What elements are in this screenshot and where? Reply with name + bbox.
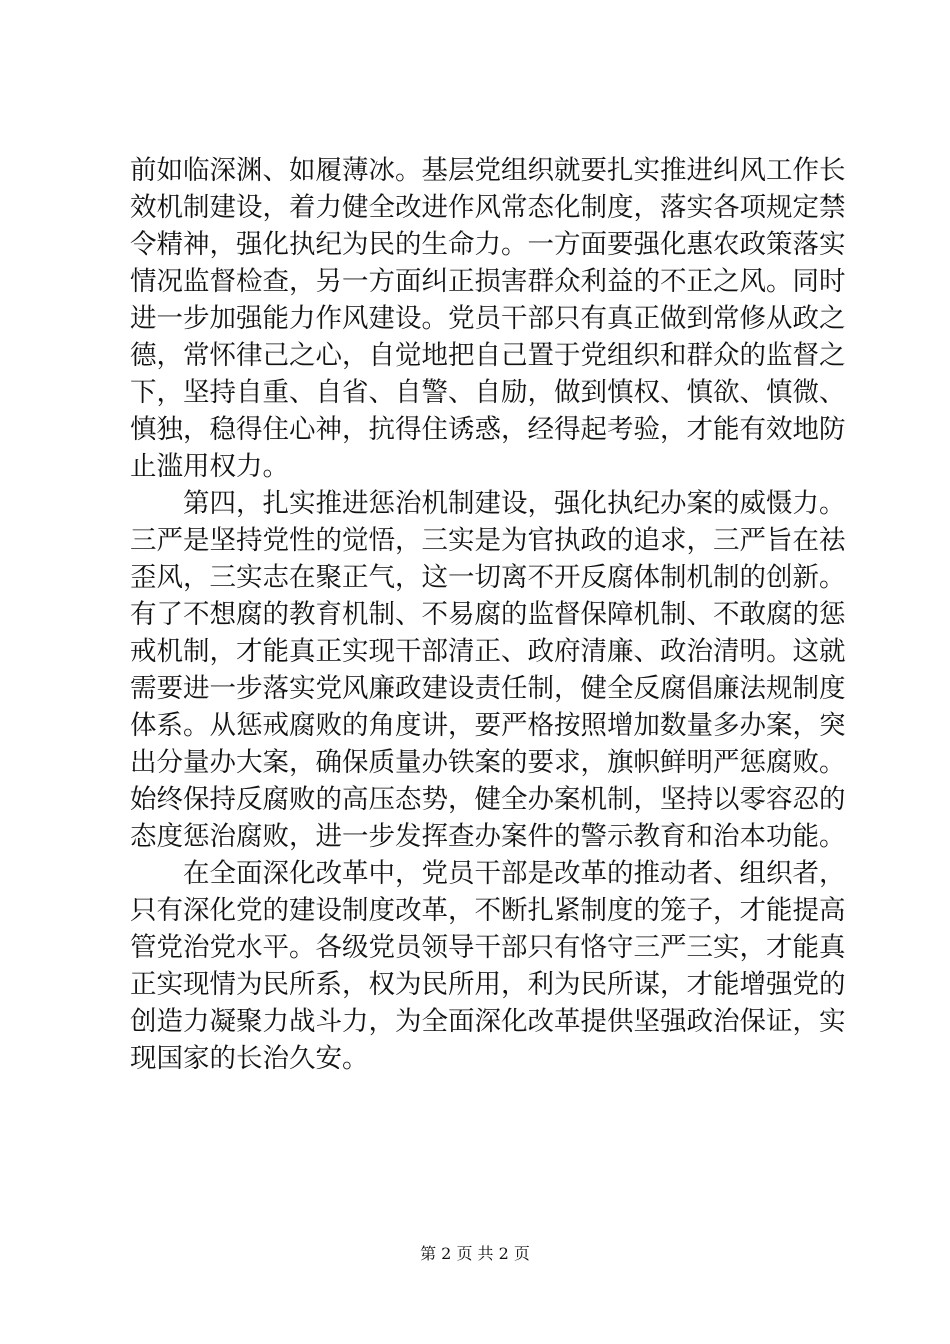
- text-line: 三严是坚持党性的觉悟，三实是为官执政的追求，三严旨在祛: [130, 525, 846, 556]
- text-line: 效机制建设，着力健全改进作风常态化制度，落实各项规定禁: [130, 192, 846, 223]
- text-line: 需要进一步落实党风廉政建设责任制，健全反腐倡廉法规制度: [130, 673, 846, 704]
- text-line: 慎独，稳得住心神，抗得住诱惑，经得起考验，才能有效地防: [130, 414, 846, 445]
- text-line: 只有深化党的建设制度改革，不断扎紧制度的笼子，才能提高: [130, 895, 846, 926]
- text-line: 始终保持反腐败的高压态势，健全办案机制，坚持以零容忍的: [130, 784, 846, 815]
- text-line: 戒机制，才能真正实现干部清正、政府清廉、政治清明。这就: [130, 636, 846, 667]
- text-line: 下，坚持自重、自省、自警、自励，做到慎权、慎欲、慎微、: [130, 377, 846, 408]
- paragraph-start-line: 第四，扎实推进惩治机制建设，强化执纪办案的威慑力。: [183, 488, 846, 519]
- text-line: 令精神，强化执纪为民的生命力。一方面要强化惠农政策落实: [130, 229, 846, 260]
- text-line: 进一步加强能力作风建设。党员干部只有真正做到常修从政之: [130, 303, 846, 334]
- text-line: 创造力凝聚力战斗力，为全面深化改革提供坚强政治保证，实: [130, 1006, 846, 1037]
- text-line: 体系。从惩戒腐败的角度讲，要严格按照增加数量多办案，突: [130, 710, 846, 741]
- document-body: [130, 152, 846, 1077]
- page-number-label: 第 2 页 共 2 页: [420, 1244, 530, 1263]
- text-line: 现国家的长治久安。: [130, 1043, 369, 1074]
- text-line: 德，常怀律己之心，自觉地把自己置于党组织和群众的监督之: [130, 340, 846, 371]
- text-line: 歪风，三实志在聚正气，这一切离不开反腐体制机制的创新。: [130, 562, 846, 593]
- paragraph-start-line: 在全面深化改革中，党员干部是改革的推动者、组织者，: [183, 858, 846, 889]
- text-line: 管党治党水平。各级党员领导干部只有恪守三严三实，才能真: [130, 932, 846, 963]
- text-line: 有了不想腐的教育机制、不易腐的监督保障机制、不敢腐的惩: [130, 599, 846, 630]
- text-line: 出分量办大案，确保质量办铁案的要求，旗帜鲜明严惩腐败。: [130, 747, 846, 778]
- text-line: 情况监督检查，另一方面纠正损害群众利益的不正之风。同时: [130, 266, 846, 297]
- text-line: 前如临深渊、如履薄冰。基层党组织就要扎实推进纠风工作长: [130, 155, 846, 186]
- text-line: 止滥用权力。: [130, 451, 289, 482]
- text-line: 正实现情为民所系，权为民所用，利为民所谋，才能增强党的: [130, 969, 846, 1000]
- page-footer: [0, 1242, 950, 1266]
- text-line: 态度惩治腐败，进一步发挥查办案件的警示教育和治本功能。: [130, 821, 846, 852]
